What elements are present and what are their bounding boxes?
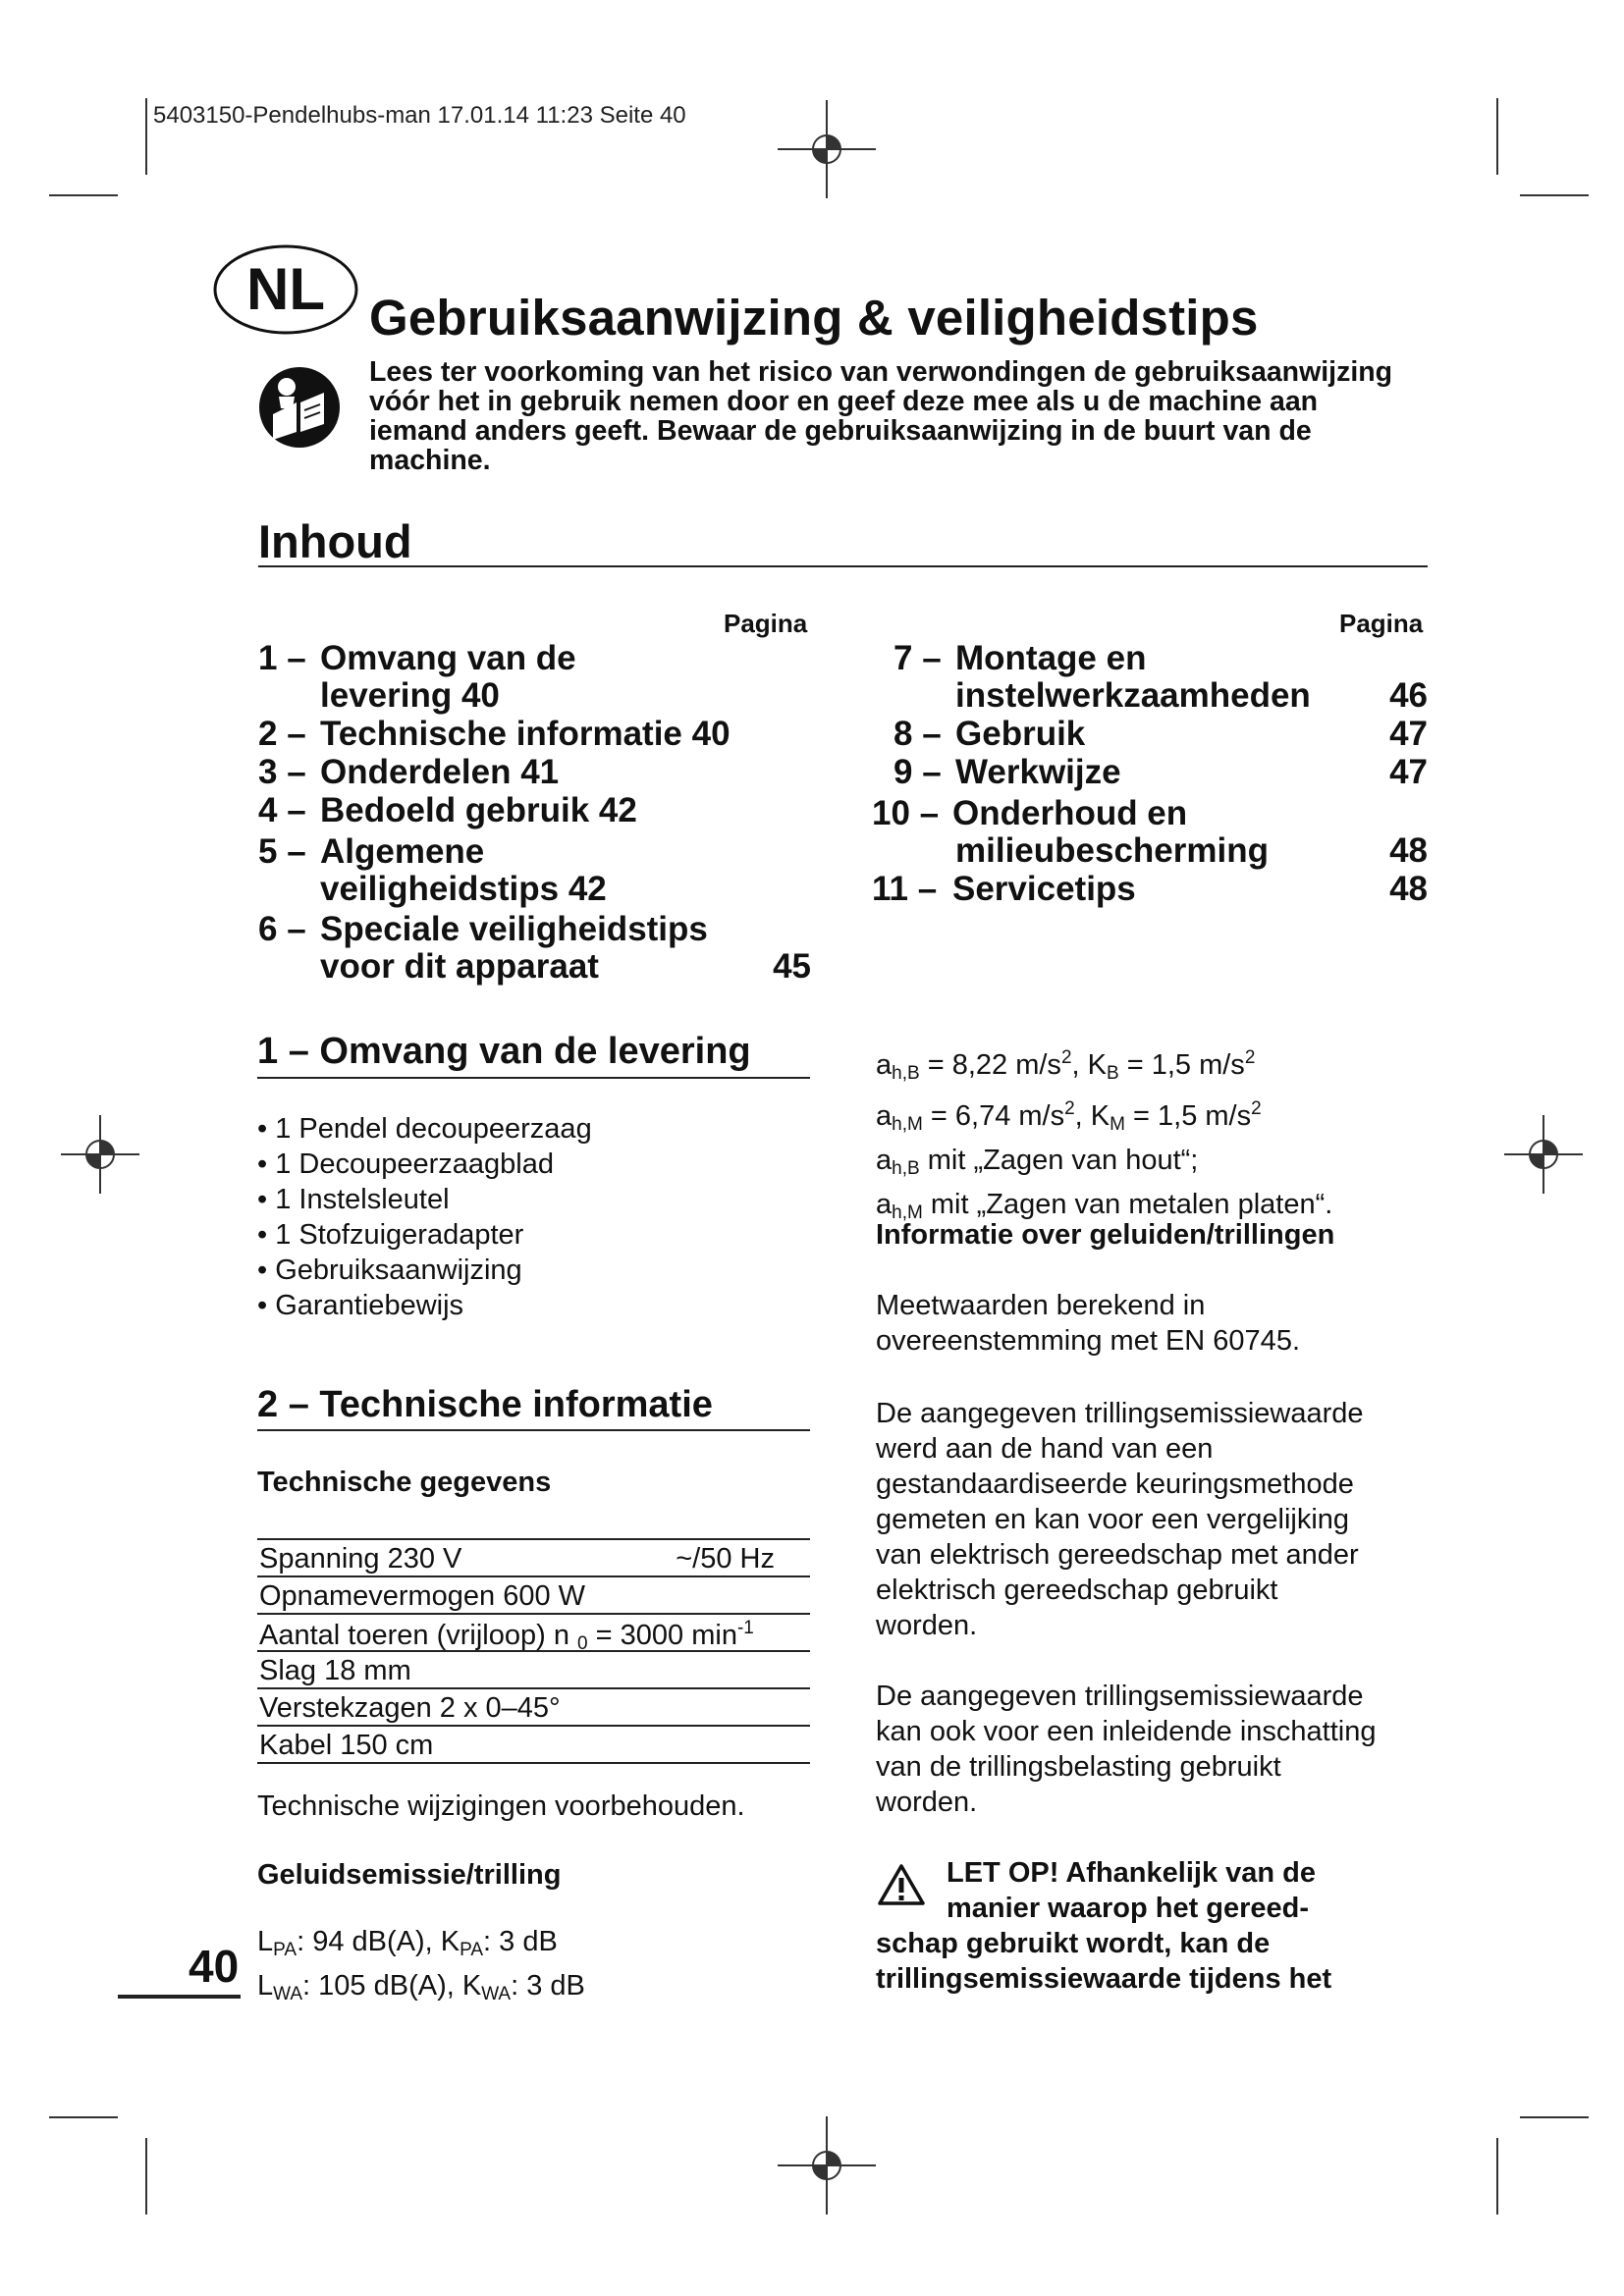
page-number-rule: [118, 1995, 241, 1999]
crop-mark: [1520, 2116, 1589, 2118]
page-title: Gebruiksaanwijzing & veiligheidstips: [369, 290, 1259, 346]
section-rule: [257, 1077, 810, 1079]
list-item: • 1 Pendel decoupeerzaag: [257, 1113, 592, 1145]
list-item: • 1 Decoupeerzaagblad: [257, 1148, 554, 1180]
intro-line: machine.: [369, 445, 491, 476]
language-badge-text: NL: [246, 256, 325, 322]
toc-right: [872, 640, 1428, 925]
contents-rule: [258, 565, 1428, 567]
toc-item[interactable]: 1 – Omvang van de levering 40: [258, 639, 576, 715]
crop-mark: [145, 2138, 147, 2215]
vibration-line: $a_{h,B}$ mit „Zagen van hout“;: [876, 1145, 1199, 1179]
print-slug: 5403150-Pendelhubs-man 17.01.14 11:23 Seite 40: [153, 102, 686, 129]
vibration-values: [876, 1041, 1332, 1231]
list-item: • 1 Stofzuigeradapter: [257, 1219, 524, 1251]
noise-line: $L_{PA}$: 94 dB(A), $K_{PA}$: 3 dB: [257, 1926, 558, 1960]
list-item: • 1 Instelsleutel: [257, 1184, 450, 1215]
intro-line: Lees ter voorkoming van het risico van verwondingen de gebruiksaanwijzing: [369, 356, 1393, 388]
vibration-line: $a_{h,M} = 6,74$ $m/s^2$, $K_M = 1,5$ $m/s^2$: [876, 1098, 1262, 1135]
toc-item[interactable]: 10 – Onderhoud en milieubescherming 48: [872, 794, 1428, 870]
subheading: Informatie over geluiden/trillingen: [876, 1219, 1335, 1251]
section-heading: 2 – Technische informatie: [257, 1384, 713, 1425]
registration-mark-left: [51, 1105, 149, 1203]
table-row: Slag 18 mm: [257, 1652, 810, 1689]
vibration-line: $a_{h,M}$ mit „Zagen van metalen platen“.: [876, 1189, 1333, 1223]
list-item: • Gebruiksaanwijzing: [257, 1255, 522, 1286]
paragraph: De aangegeven trillingsemissiewaarde kan ook voor een inleidende inschatting van de trillingsbelasting gebruikt worden.: [876, 1681, 1377, 1818]
delivery-list: [257, 1111, 592, 1323]
list-item: • Garantiebewijs: [257, 1290, 464, 1321]
table-row: Verstekzagen 2 x 0–45°: [257, 1689, 810, 1727]
toc-page-label-left: Pagina: [724, 609, 808, 638]
toc-page-label-right: Pagina: [1339, 609, 1424, 638]
paragraph: Meetwaarden berekend in overeenstemming met EN 60745.: [876, 1290, 1300, 1357]
registration-mark-right: [1494, 1105, 1593, 1203]
toc-left: [258, 640, 811, 993]
toc-item[interactable]: 3 – Onderdelen 41: [258, 753, 560, 791]
table-row: Opnamevermogen 600 W: [257, 1577, 810, 1615]
crop-mark: [1496, 98, 1498, 175]
subheading: Geluidsemissie/trilling: [257, 1859, 562, 1891]
toc-item[interactable]: 2 – Technische informatie 40: [258, 715, 731, 753]
intro-line: iemand anders geeft. Bewaar de gebruiksaanwijzing in de buurt van de: [369, 415, 1312, 447]
tech-note: Technische wijzigingen voorbehouden.: [257, 1790, 745, 1822]
contents-heading: Inhoud: [258, 515, 412, 567]
noise-line: $L_{WA}$: 105 dB(A), $K_{WA}$: 3 dB: [257, 1970, 585, 2004]
table-row: Aantal toeren (vrijloop) n $_0$ = 3000 $\min^{-1}$: [257, 1615, 810, 1652]
vibration-line: $a_{h,B} = 8,22$ $m/s^2$, $K_B = 1,5$ $m/s^2$: [876, 1047, 1256, 1084]
crop-mark: [145, 98, 147, 175]
section-heading: 1 – Omvang van de levering: [257, 1031, 751, 1072]
noise-values: [257, 1924, 585, 2012]
crop-mark: [49, 2116, 118, 2118]
crop-mark: [1496, 2138, 1498, 2215]
crop-mark: [49, 194, 118, 196]
subheading: Technische gegevens: [257, 1467, 552, 1498]
crop-mark: [1520, 194, 1589, 196]
table-row: Kabel 150 cm: [257, 1727, 810, 1764]
paragraph: De aangegeven trillingsemissiewaarde werd aan de hand van een gestandaardiseerde keuringsmethode gemeten en kan voor een vergelijking van elektrisch gereedschap met ander elektrisch gereedschap gebruikt worden.: [876, 1398, 1364, 1641]
toc-item[interactable]: 6 – Speciale veiligheidstips voor dit apparaat 45: [258, 910, 811, 986]
read-manual-icon: [257, 365, 342, 450]
toc-item[interactable]: 8 – Gebruik 47: [893, 715, 1428, 753]
language-badge: [212, 243, 359, 336]
toc-item[interactable]: 7 – Montage en instelwerkzaamheden 46: [893, 639, 1428, 715]
toc-item[interactable]: 5 – Algemene veiligheidstips 42: [258, 832, 607, 908]
registration-mark-top: [778, 100, 876, 198]
toc-item[interactable]: 11 – Servicetips 48: [872, 870, 1428, 908]
spec-table: [257, 1540, 810, 1764]
toc-item[interactable]: 9 – Werkwijze 47: [893, 753, 1428, 791]
page-number: 40: [189, 1941, 240, 1992]
warning-text: LET OP! Afhankelijk van de manier waarop het gereed- schap gebruikt wordt, kan de trillingsemissiewaarde tijdens het: [876, 1857, 1332, 1995]
intro-line: vóór het in gebruik nemen door en geef deze mee als u de machine aan: [369, 386, 1319, 417]
intro-text: [369, 357, 1430, 475]
registration-mark-bottom: [778, 2116, 876, 2215]
table-row: Spanning 230 V ~/50 Hz: [257, 1540, 810, 1577]
toc-item[interactable]: 4 – Bedoeld gebruik 42: [258, 791, 637, 829]
section-rule: [257, 1429, 810, 1431]
